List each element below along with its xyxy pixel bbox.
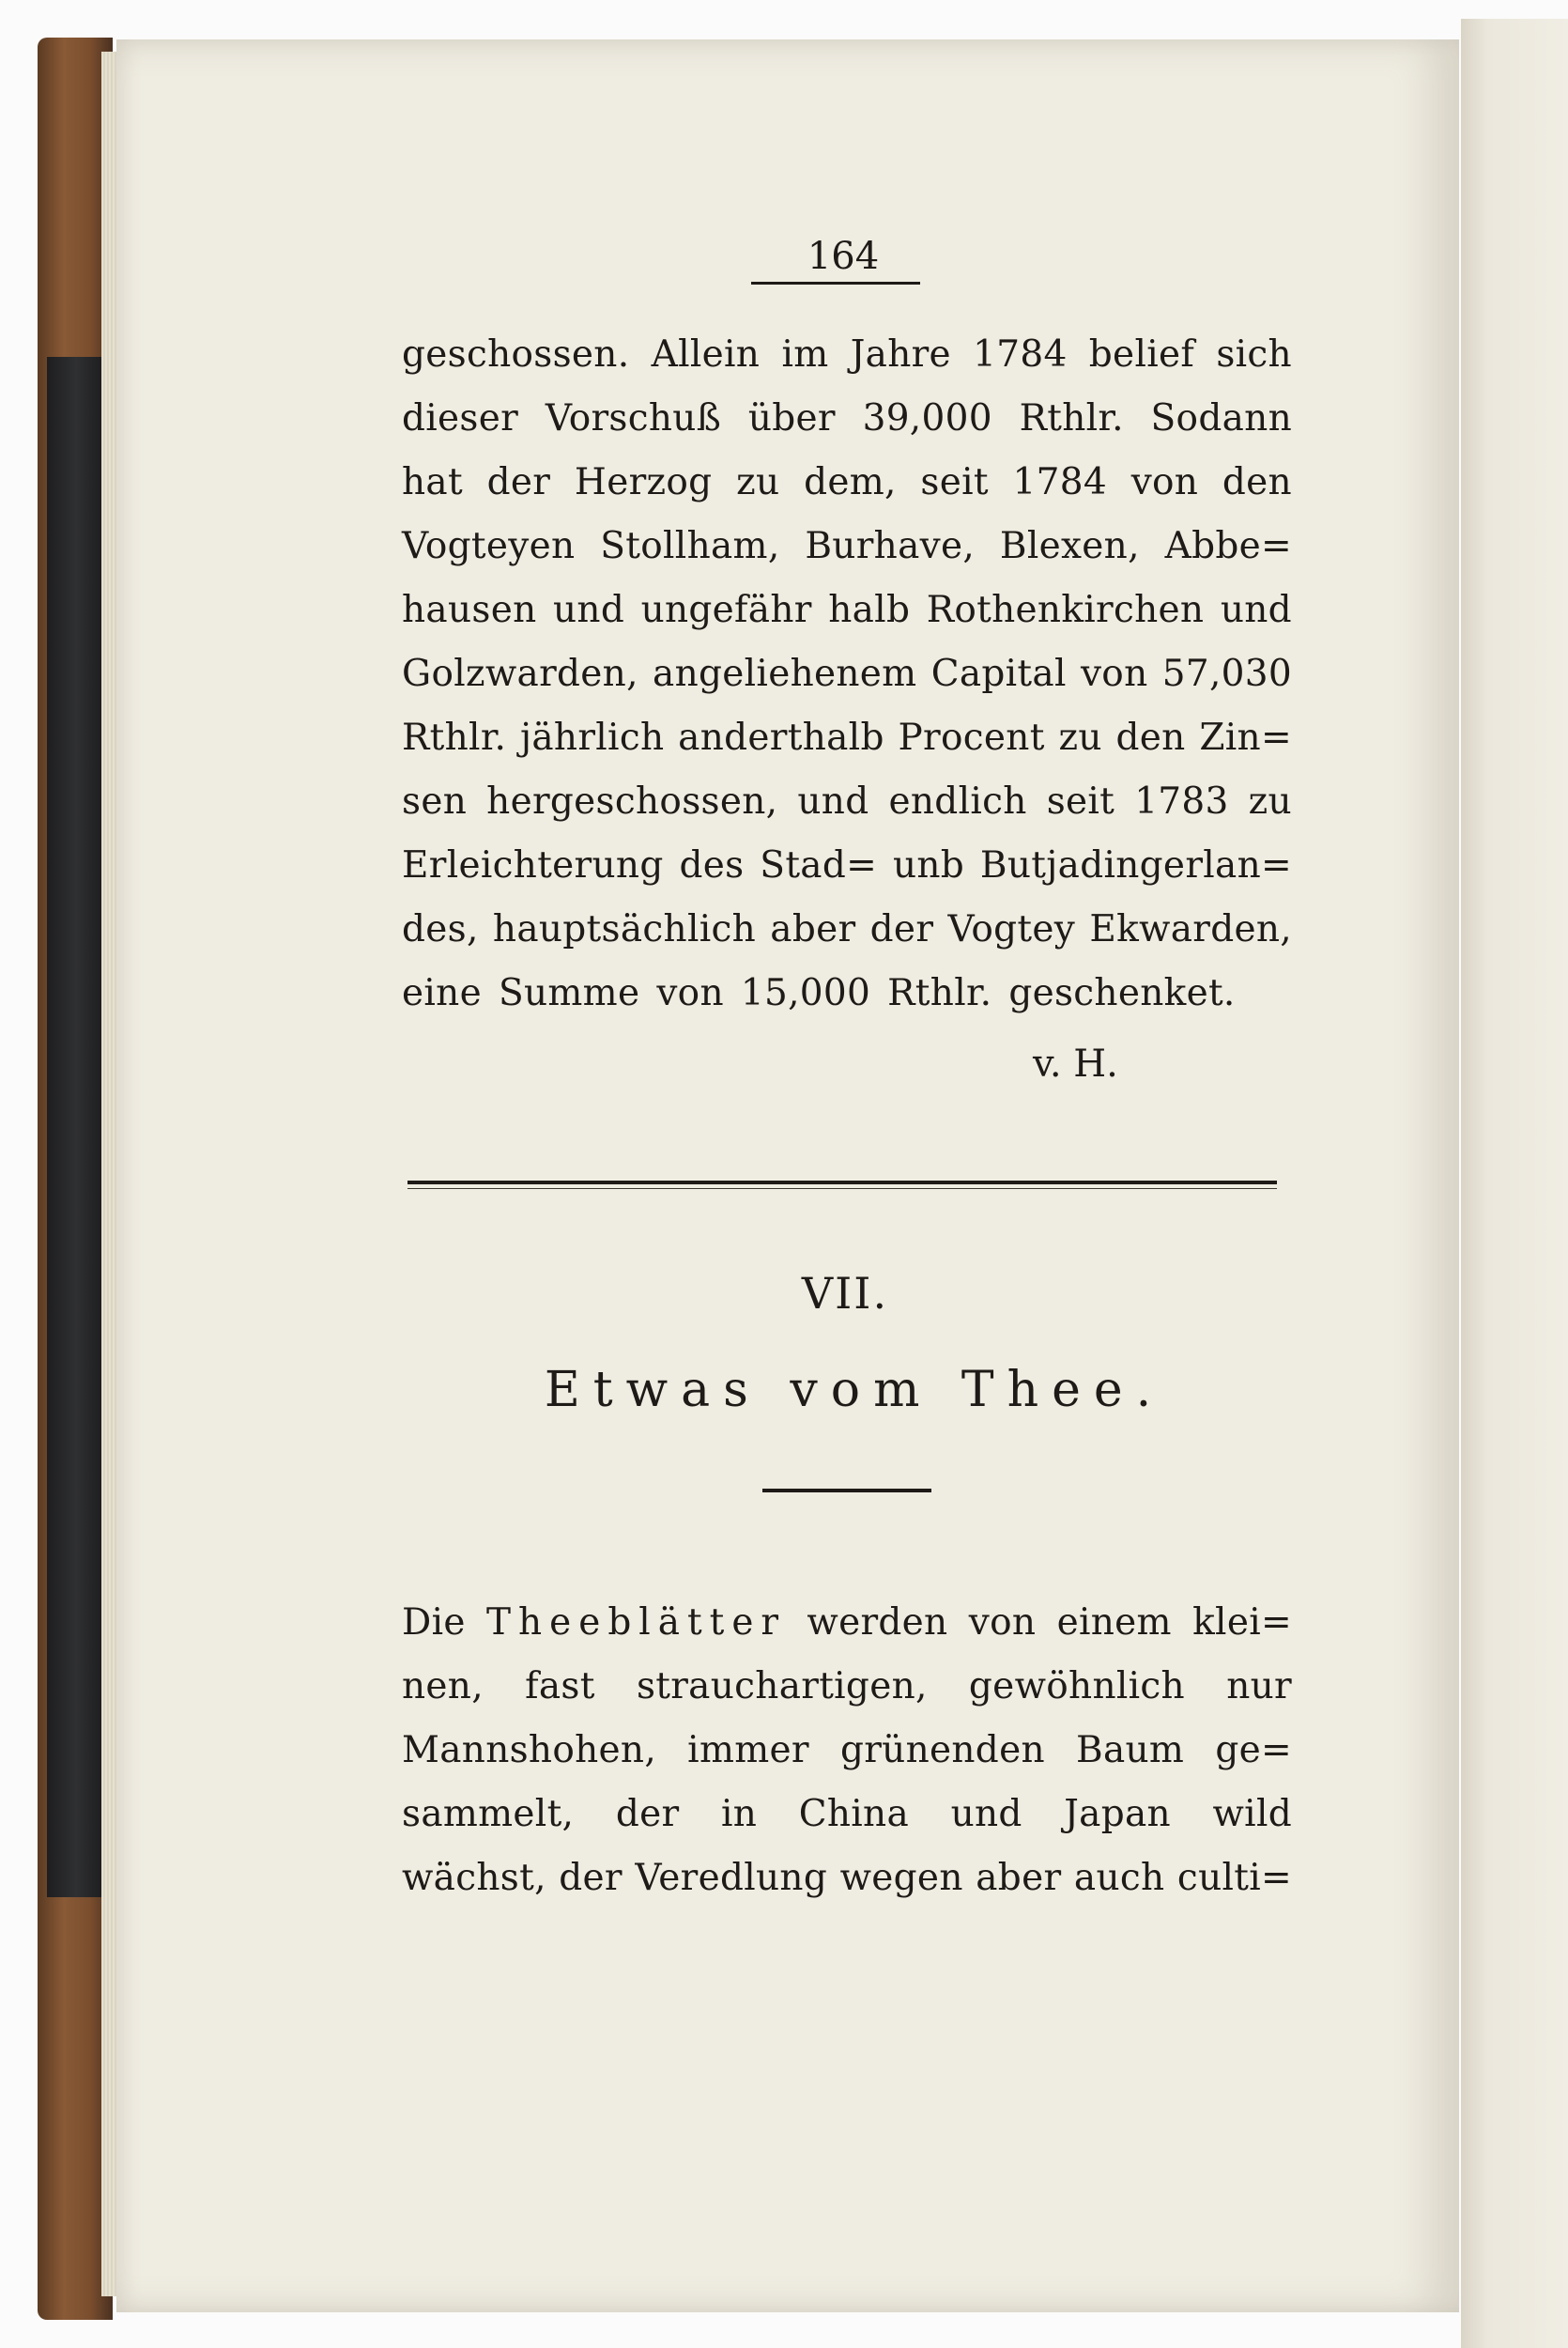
word: und xyxy=(950,1793,1022,1835)
text-line xyxy=(402,1720,1292,1782)
word: den xyxy=(1115,717,1186,759)
word: zu xyxy=(736,461,780,503)
word: eine xyxy=(402,972,482,1014)
word: sen xyxy=(402,780,468,823)
text-line xyxy=(402,963,1292,1025)
word: des, xyxy=(402,908,479,950)
word: im xyxy=(781,333,829,376)
word: einem xyxy=(1056,1601,1172,1644)
section-divider-thin xyxy=(407,1188,1277,1189)
word: China xyxy=(798,1793,910,1835)
text-line xyxy=(402,1592,1292,1654)
word: von xyxy=(1130,461,1199,503)
word: und xyxy=(797,780,869,823)
word: Rthlr. xyxy=(402,717,507,759)
word: Japan xyxy=(1064,1793,1171,1835)
word: Theeblätter xyxy=(486,1601,787,1644)
word: Rthlr. xyxy=(1019,397,1124,440)
word: jährlich xyxy=(519,717,665,759)
word: Jahre xyxy=(850,333,951,376)
word: immer xyxy=(687,1729,809,1771)
word: seit xyxy=(920,461,989,503)
word: auch xyxy=(1073,1857,1165,1899)
word: anderthalb xyxy=(678,717,884,759)
word: strauchartigen, xyxy=(636,1665,928,1707)
word: Herzog xyxy=(574,461,713,503)
word: nen, xyxy=(402,1665,484,1707)
word: sich xyxy=(1216,333,1292,376)
word: geschossen. xyxy=(402,333,630,376)
text-line xyxy=(402,771,1292,833)
word: Golzwarden, xyxy=(402,653,638,695)
word: hauptsächlich xyxy=(492,908,757,950)
spine-band xyxy=(47,357,105,1897)
word: 57,030 xyxy=(1161,653,1292,695)
page-number: 164 xyxy=(807,235,880,278)
section-number: VII. xyxy=(801,1268,889,1319)
word: ge= xyxy=(1215,1729,1292,1771)
word: gewöhnlich xyxy=(968,1665,1185,1707)
word: belief xyxy=(1088,333,1195,376)
word: Mannshohen, xyxy=(402,1729,657,1771)
word: Abbe= xyxy=(1164,525,1292,567)
word: aber xyxy=(976,1857,1062,1899)
signature: v. H. xyxy=(1033,1043,1118,1086)
word: Baum xyxy=(1076,1729,1185,1771)
text-line xyxy=(402,707,1292,769)
section-divider xyxy=(407,1181,1277,1184)
word: aber xyxy=(770,908,856,950)
word: von xyxy=(656,972,724,1014)
word: in xyxy=(720,1793,758,1835)
next-page-edge xyxy=(1461,19,1568,2348)
text-line xyxy=(402,579,1292,641)
title-rule xyxy=(762,1489,931,1492)
word: von xyxy=(968,1601,1037,1644)
word: Rothenkirchen xyxy=(926,589,1205,631)
word: Erleichterung xyxy=(402,844,664,887)
word: der xyxy=(486,461,551,503)
word: 1784 xyxy=(973,333,1068,376)
word: klei= xyxy=(1192,1601,1292,1644)
word: hergeschossen, xyxy=(486,780,778,823)
word: Stollham, xyxy=(600,525,780,567)
word: den xyxy=(1222,461,1292,503)
text-line xyxy=(402,835,1292,897)
word: 1784 xyxy=(1012,461,1107,503)
word: Burhave, xyxy=(805,525,976,567)
text-line xyxy=(402,1656,1292,1718)
word: 15,000 xyxy=(740,972,871,1014)
word: Stad= xyxy=(760,844,878,887)
word: hausen xyxy=(402,589,537,631)
word: Vorschuß xyxy=(545,397,722,440)
text-line xyxy=(402,899,1292,961)
word: geschenket. xyxy=(1008,972,1236,1014)
word: angeliehenem xyxy=(653,653,917,695)
text-line xyxy=(402,452,1292,514)
page-number-rule xyxy=(751,282,920,285)
word: nur xyxy=(1226,1665,1292,1707)
word: culti= xyxy=(1176,1857,1292,1899)
word: Vogtey xyxy=(947,908,1076,950)
word: zu xyxy=(1058,717,1102,759)
word: und xyxy=(1220,589,1292,631)
word: seit xyxy=(1046,780,1115,823)
word: dieser xyxy=(402,397,519,440)
word: der xyxy=(869,908,934,950)
word: des xyxy=(679,844,745,887)
word: unb xyxy=(892,844,965,887)
text-line xyxy=(402,388,1292,450)
word: dem, xyxy=(804,461,897,503)
text-line xyxy=(402,1784,1292,1846)
word: der xyxy=(559,1857,623,1899)
word: Vogteyen xyxy=(402,525,576,567)
word: Ekwarden, xyxy=(1089,908,1292,950)
word: Blexen, xyxy=(999,525,1140,567)
word: 1783 xyxy=(1134,780,1229,823)
word: werden xyxy=(807,1601,948,1644)
word: 39,000 xyxy=(862,397,992,440)
word: Die xyxy=(402,1601,466,1644)
word: zu xyxy=(1248,780,1292,823)
word: grünenden xyxy=(839,1729,1045,1771)
word: der xyxy=(615,1793,680,1835)
section-title: Etwas vom Thee. xyxy=(544,1362,1165,1418)
word: wegen xyxy=(839,1857,963,1899)
word: endlich xyxy=(888,780,1027,823)
word: Veredlung xyxy=(635,1857,828,1899)
word: wächst, xyxy=(402,1857,546,1899)
word: über xyxy=(747,397,836,440)
word: Capital xyxy=(930,653,1067,695)
word: Sodann xyxy=(1150,397,1292,440)
word: Summe xyxy=(498,972,640,1014)
text-line xyxy=(402,1847,1292,1909)
word: sammelt, xyxy=(402,1793,575,1835)
word: fast xyxy=(525,1665,595,1707)
word: hat xyxy=(402,461,463,503)
word: Allein xyxy=(651,333,761,376)
word: von xyxy=(1080,653,1148,695)
word: und xyxy=(552,589,625,631)
word: Zin= xyxy=(1199,717,1292,759)
text-line xyxy=(402,324,1292,386)
word: halb xyxy=(828,589,911,631)
word: Rthlr. xyxy=(887,972,992,1014)
word: ungefähr xyxy=(640,589,812,631)
text-line xyxy=(402,516,1292,578)
word: Butjadingerlan= xyxy=(979,844,1292,887)
text-line xyxy=(402,643,1292,705)
word: Procent xyxy=(898,717,1045,759)
word: wild xyxy=(1212,1793,1292,1835)
